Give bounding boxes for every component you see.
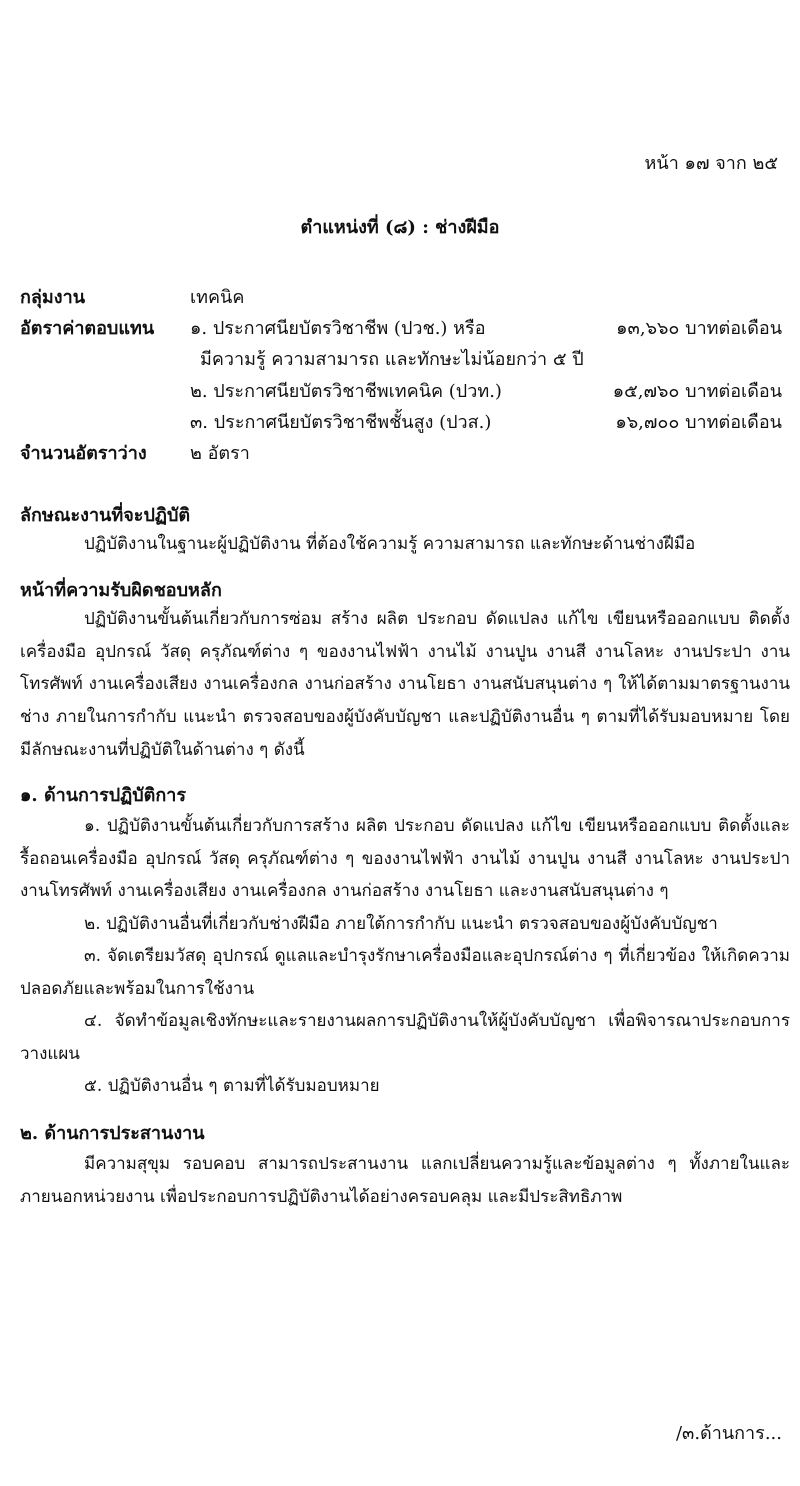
rate-item-3: ๓. ประกาศนียบัตรวิชาชีพชั้นสูง (ปวส.) <box>190 412 492 433</box>
duties-text: ปฏิบัติงานขั้นต้นเกี่ยวกับการซ่อม สร้าง ผลิต ประกอบ ดัดแปลง แก้ไข เขียนหรือออกแบบ ติดตั้งเครื่องมือ อุปกรณ์ วัสดุ ครุภัณฑ์ต่าง ๆ ของงานไฟฟ้า งานไม้ งานปูน งานสี งานโลหะ งานประปา งานโทรศัพท์ งานเครื่องเสียง งานเครื่องกล งานก่อสร้าง งานโยธา งานสนับสนุนต่าง ๆ ให้ได้ตามมาตรฐานงานช่าง ภายในการกำกับ แนะนำ ตรวจสอบของผู้บังคับบัญชา และปฏิบัติงานอื่น ๆ ตามที่ได้รับมอบหมาย โดยมีลักษณะงานที่ปฏิบัติในด้านต่าง ๆ ดังนี้ <box>20 609 790 760</box>
rate-label: อัตราค่าตอบแทน <box>20 318 155 339</box>
rate-salary-2: ๑๕,๗๖๐ บาทต่อเดือน <box>612 381 782 402</box>
operations-item-1: ๑. ปฏิบัติงานขั้นต้นเกี่ยวกับการสร้าง ผลิต ประกอบ ดัดแปลง แก้ไข เขียนหรือออกแบบ ติดตั้งและรื้อถอนเครื่องมือ อุปกรณ์ วัสดุ ครุภัณฑ์ต่าง ๆ ของงานไฟฟ้า งานไม้ งานปูน งานสี งานโลหะ งานประปา งานโทรศัพท์ งานเครื่องเสียง งานเครื่องกล งานก่อสร้าง งานโยธา และงานสนับสนุนต่าง ๆ <box>20 816 790 902</box>
operations-item-4: ๔. จัดทำข้อมูลเชิงทักษะและรายงานผลการปฏิบัติงานให้ผู้บังคับบัญชา เพื่อพิจารณาประกอบการวางแผน <box>20 1011 790 1064</box>
coordination-heading: ๒. ด้านการประสานงาน <box>20 1123 205 1144</box>
rate-item-2: ๒. ประกาศนียบัตรวิชาชีพเทคนิค (ปวท.) <box>190 381 502 402</box>
rate-item-1-subtext: มีความรู้ ความสามารถ และทักษะไม่น้อยกว่า ๕ ปี <box>200 349 584 370</box>
next-page-marker: /๓.ด้านการ... <box>675 1423 782 1444</box>
nature-text: ปฏิบัติงานในฐานะผู้ปฏิบัติงาน ที่ต้องใช้ความรู้ ความสามารถ และทักษะด้านช่างฝีมือ <box>84 534 696 554</box>
vacancy-value: ๒ อัตรา <box>190 443 250 464</box>
group-label: กลุ่มงาน <box>20 287 85 308</box>
operations-item-5: ๕. ปฏิบัติงานอื่น ๆ ตามที่ได้รับมอบหมาย <box>84 1076 380 1096</box>
nature-heading: ลักษณะงานที่จะปฏิบัติ <box>20 505 191 526</box>
operations-heading: ๑. ด้านการปฏิบัติการ <box>20 785 187 806</box>
rate-item-1: ๑. ประกาศนียบัตรวิชาชีพ (ปวช.) หรือ <box>190 318 486 339</box>
group-value: เทคนิค <box>190 287 245 308</box>
rate-salary-3: ๑๖,๗๐๐ บาทต่อเดือน <box>615 412 782 433</box>
vacancy-label: จำนวนอัตราว่าง <box>20 443 147 464</box>
operations-item-2: ๒. ปฏิบัติงานอื่นที่เกี่ยวกับช่างฝีมือ ภายใต้การกำกับ แนะนำ ตรวจสอบของผู้บังคับบัญชา <box>84 914 718 934</box>
coordination-text: มีความสุขุม รอบคอบ สามารถประสานงาน แลกเปลี่ยนความรู้และข้อมูลต่าง ๆ ทั้งภายในและภายนอกหน่วยงาน เพื่อประกอบการปฏิบัติงานได้อย่างครอบคลุม และมีประสิทธิภาพ <box>20 1154 790 1207</box>
operations-item-3: ๓. จัดเตรียมวัสดุ อุปกรณ์ ดูแลและบำรุงรักษาเครื่องมือและอุปกรณ์ต่าง ๆ ที่เกี่ยวข้อง ให้เกิดความปลอดภัยและพร้อมในการใช้งาน <box>20 946 790 999</box>
rate-salary-1: ๑๓,๖๖๐ บาทต่อเดือน <box>616 318 782 339</box>
position-title: ตำแหน่งที่ (๘) : ช่างฝีมือ <box>300 217 500 238</box>
page-number: หน้า ๑๗ จาก ๒๕ <box>644 153 778 174</box>
duties-heading: หน้าที่ความรับผิดชอบหลัก <box>20 580 222 601</box>
